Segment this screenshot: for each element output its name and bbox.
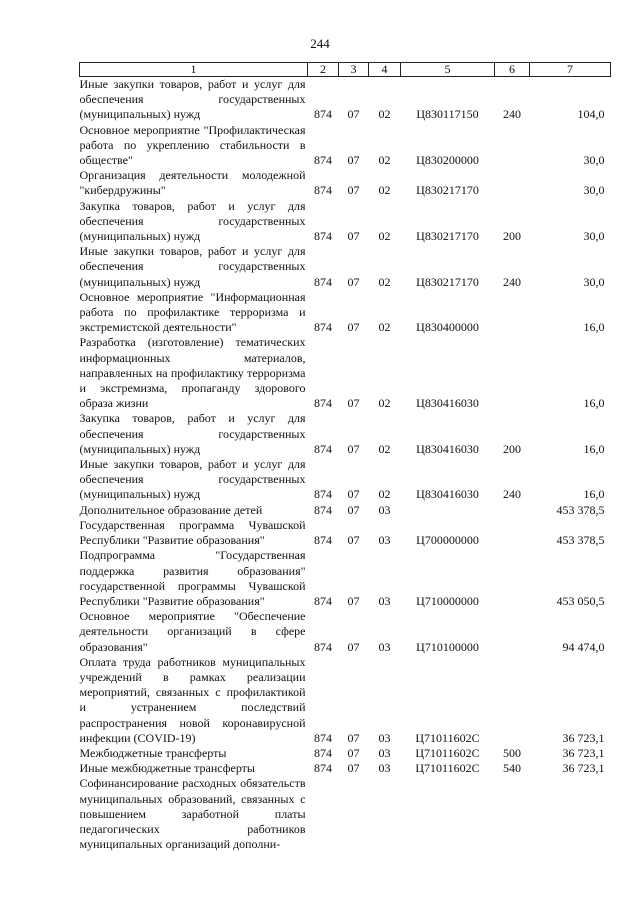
grbs-code-cell: 874 [314,593,332,608]
subsection-code-cell: 03 [378,745,391,760]
row-name-cell: Иные закупки товаров, работ и услуг для обеспечения государственных (муниципальных) нужд [79,77,306,122]
subsection-code-cell: 02 [378,441,391,456]
table-row [80,746,611,761]
subsection-code-cell: 03 [378,761,391,776]
row-name-cell: Иные закупки товаров, работ и услуг для обеспечения государственных (муниципальных) нужд [79,244,306,289]
table-row [80,457,611,503]
grbs-code-cell: 874 [314,730,332,745]
subsection-code-cell: 02 [378,107,391,122]
subsection-code-cell: 03 [378,593,391,608]
row-name-cell: Иные межбюджетные трансферты [79,761,255,776]
row-name-cell: Дополнительное образование детей [79,502,263,517]
target-article-cell: Ц700000000 [416,533,479,548]
amount-cell: 30,0 [583,183,605,198]
expense-type-cell [495,609,530,655]
row-name-cell: Софинансирование расходных обязательств муниципальных образований, связанных с повышением заработной платы педагогических работников муниципальных организаций дополни- [79,776,306,852]
row-name-cell: Оплата труда работников муниципальных учреждений в рамках реализации мероприятий, связанных с профилактикой и устранением последствий распространения новой коронавирусной инфекции (COVID-19) [79,654,306,745]
section-code-cell: 07 [347,533,360,548]
section-code-cell: 07 [347,320,360,335]
subsection-code-cell: 03 [378,730,391,745]
expense-type-cell: 200 [503,441,521,456]
subsection-code-cell: 02 [378,396,391,411]
header-cell: 2 [308,63,339,77]
table-row [80,290,611,336]
row-name-cell: Межбюджетные трансферты [79,745,227,760]
target-article-cell: Ц830200000 [416,153,479,168]
amount-cell: 94 474,0 [562,639,605,654]
section-code-cell: 07 [347,730,360,745]
table-row [80,77,611,123]
table-row [80,655,611,746]
section-code-cell: 07 [347,761,360,776]
target-article-cell: Ц71011602С [415,745,480,760]
table-row [80,411,611,457]
row-name-cell: Государственная программа Чувашской Республики "Развитие образования" [79,517,306,548]
header-cell: 7 [530,63,611,77]
expense-type-cell [495,548,530,609]
grbs-code-cell: 874 [314,533,332,548]
table-header-row [80,63,611,77]
grbs-code-cell: 874 [314,183,332,198]
table-row [80,503,611,518]
row-name-cell: Основное мероприятие "Обеспечение деятельности организаций в сфере образования" [79,609,306,654]
section-code-cell: 07 [347,441,360,456]
table-row [80,199,611,245]
table-row [80,776,611,852]
amount-cell: 453 050,5 [556,593,605,608]
section-code-cell: 07 [347,274,360,289]
subsection-code-cell: 02 [378,274,391,289]
section-code-cell: 07 [347,396,360,411]
grbs-code-cell: 874 [314,320,332,335]
target-article-cell: Ц830416030 [416,487,479,502]
amount-cell: 30,0 [583,274,605,289]
row-name-cell: Иные закупки товаров, работ и услуг для обеспечения государственных (муниципальных) нужд [79,457,306,502]
subsection-code-cell: 03 [378,502,391,517]
section-code-cell: 07 [347,107,360,122]
table-row [80,609,611,655]
table-row [80,244,611,290]
amount-cell [530,776,611,852]
header-cell: 5 [401,63,495,77]
expense-type-cell [495,123,530,169]
row-name-cell: Разработка (изготовление) тематических информационных материалов, направленных на профилактику терроризма и экстремизма, пропаганду здорового образа жизни [79,335,306,411]
row-name-cell: Основное мероприятие "Профилактическая работа по укреплению стабильности в обществе" [79,122,306,168]
table-row [80,518,611,548]
expense-type-cell [495,655,530,746]
target-article-cell [401,503,495,518]
amount-cell: 30,0 [583,153,605,168]
expense-type-cell: 540 [503,761,521,776]
target-article-cell: Ц830217170 [416,274,479,289]
grbs-code-cell [308,776,339,852]
row-name-cell: Подпрограмма "Государственная поддержка развития образования" государственной программы Чувашской Республики "Развитие образования" [79,548,306,608]
expense-type-cell [495,518,530,548]
target-article-cell: Ц830416030 [416,396,479,411]
grbs-code-cell: 874 [314,274,332,289]
row-name-cell: Основное мероприятие "Информационная работа по профилактике терроризма и экстремистской деятельности" [79,289,306,335]
subsection-code-cell: 02 [378,183,391,198]
table-row [80,123,611,169]
target-article-cell: Ц710100000 [416,639,479,654]
section-code-cell: 07 [347,593,360,608]
expense-type-cell [495,335,530,411]
amount-cell: 104,0 [577,107,605,122]
section-code-cell: 07 [347,229,360,244]
grbs-code-cell: 874 [314,761,332,776]
amount-cell: 36 723,1 [562,745,605,760]
expense-type-cell [495,168,530,198]
row-name-cell: Организация деятельности молодежной "кибердружины" [79,168,306,198]
expense-type-cell: 240 [503,274,521,289]
expense-type-cell: 200 [503,229,521,244]
amount-cell: 16,0 [583,320,605,335]
table-row [80,761,611,776]
section-code-cell: 07 [347,639,360,654]
expense-type-cell [495,290,530,336]
grbs-code-cell: 874 [314,502,332,517]
section-code-cell: 07 [347,153,360,168]
subsection-code-cell: 02 [378,153,391,168]
grbs-code-cell: 874 [314,229,332,244]
amount-cell: 16,0 [583,396,605,411]
subsection-code-cell: 02 [378,320,391,335]
grbs-code-cell: 874 [314,153,332,168]
expense-type-cell: 500 [503,745,521,760]
amount-cell: 16,0 [583,487,605,502]
grbs-code-cell: 874 [314,441,332,456]
grbs-code-cell: 874 [314,639,332,654]
subsection-code-cell: 02 [378,229,391,244]
target-article-cell: Ц830217170 [416,229,479,244]
subsection-code-cell: 02 [378,487,391,502]
amount-cell: 453 378,5 [556,502,605,517]
header-cell: 1 [80,63,308,77]
target-article-cell: Ц710000000 [416,593,479,608]
amount-cell: 453 378,5 [556,533,605,548]
header-cell: 3 [339,63,369,77]
amount-cell: 36 723,1 [562,730,605,745]
grbs-code-cell: 874 [314,396,332,411]
subsection-code-cell: 03 [378,533,391,548]
section-code-cell: 07 [347,745,360,760]
section-code-cell: 07 [347,487,360,502]
header-cell: 6 [495,63,530,77]
expense-type-cell: 240 [503,107,521,122]
table-row [80,335,611,411]
grbs-code-cell: 874 [314,745,332,760]
amount-cell: 36 723,1 [562,761,605,776]
target-article-cell: Ц830416030 [416,441,479,456]
expense-type-cell [495,776,530,852]
section-code-cell: 07 [347,183,360,198]
row-name-cell: Закупка товаров, работ и услуг для обеспечения государственных (муниципальных) нужд [79,198,306,244]
target-article-cell: Ц830400000 [416,320,479,335]
expense-type-cell: 240 [503,487,521,502]
grbs-code-cell: 874 [314,107,332,122]
target-article-cell: Ц71011602С [415,730,480,745]
target-article-cell [401,776,495,852]
section-code-cell: 07 [347,502,360,517]
header-cell: 4 [369,63,401,77]
section-code-cell [339,776,369,852]
table-row [80,168,611,198]
target-article-cell: Ц830117150 [416,107,479,122]
page-number: 244 [310,36,330,51]
amount-cell: 16,0 [583,441,605,456]
grbs-code-cell: 874 [314,487,332,502]
target-article-cell: Ц71011602С [415,761,480,776]
subsection-code-cell: 03 [378,639,391,654]
expense-type-cell [495,503,530,518]
budget-table [79,62,611,852]
subsection-code-cell [369,776,401,852]
amount-cell: 30,0 [583,229,605,244]
table-row [80,548,611,609]
target-article-cell: Ц830217170 [416,183,479,198]
row-name-cell: Закупка товаров, работ и услуг для обеспечения государственных (муниципальных) нужд [79,411,306,456]
